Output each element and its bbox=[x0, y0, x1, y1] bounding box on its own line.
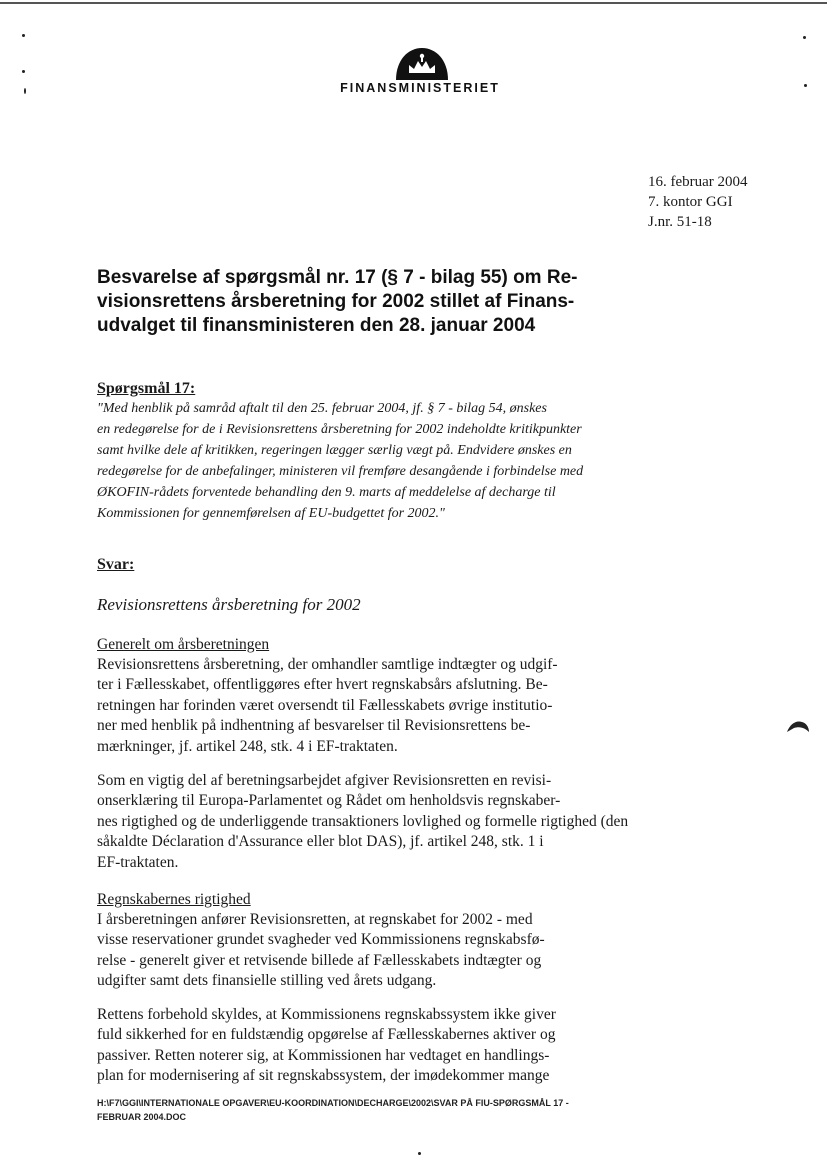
scan-speck bbox=[803, 36, 806, 39]
document-title bbox=[97, 266, 637, 338]
question-line: "Med henblik på samråd aftalt til den 25. februar 2004, jf. § 7 - bilag 54, ønskes bbox=[97, 401, 547, 416]
question-line: ØKOFIN-rådets forventede behandling den 9. marts af meddelelse af decharge til bbox=[97, 485, 556, 500]
paragraph-line: nes rigtighed og de underliggende transaktioners lovlighed og formelle rigtighed (den bbox=[97, 812, 629, 830]
footer-line: FEBRUAR 2004.DOC bbox=[97, 1112, 187, 1122]
paragraph-line: plan for modernisering af sit regnskabssystem, der imødekommer mange bbox=[97, 1067, 550, 1085]
document-date: 16. februar 2004 bbox=[648, 174, 748, 190]
scan-top-edge bbox=[0, 2, 827, 4]
question-line: samt hvilke dele af kritikken, regeringen lægger særlig vægt på. Endvidere ønskes en bbox=[97, 443, 572, 458]
journal-number: J.nr. 51-18 bbox=[648, 214, 712, 230]
paragraph-line: fuld sikkerhed for en fuldstændig opgørelse af Fællesskabernes aktiver og bbox=[97, 1026, 556, 1044]
paragraph-line: retningen har forinden været oversendt til Fællesskabets øvrige institutio- bbox=[97, 696, 553, 714]
paragraph-audit-statement bbox=[97, 771, 627, 873]
scan-speck bbox=[24, 88, 26, 94]
question-line: redegørelse for de anbefalinger, ministeren vil fremføre desangående i forbindelse med bbox=[97, 464, 584, 479]
paragraph-line: EF-traktaten. bbox=[97, 853, 179, 871]
paragraph-line: mærkninger, jf. artikel 248, stk. 4 i EF-traktaten. bbox=[97, 737, 398, 755]
footer-line: H:\F7\GGI\INTERNATIONALE OPGAVER\EU-KOORDINATION\DECHARGE\2002\SVAR PÅ FIU-SPØRGSMÅL 17 - bbox=[97, 1098, 569, 1108]
title-line: Besvarelse af spørgsmål nr. 17 (§ 7 - bilag 55) om Re- bbox=[97, 267, 578, 288]
paragraph-line: udgifter samt dets finansielle stilling ved årets udgang. bbox=[97, 972, 437, 990]
file-path-footer bbox=[97, 1096, 657, 1124]
scan-speck bbox=[418, 1152, 421, 1155]
paragraph-line: passiver. Retten noterer sig, at Kommissionen har vedtaget en handlings- bbox=[97, 1046, 550, 1064]
paragraph-line: onserklæring til Europa-Parlamentet og Rådet om henholdsvis regnskaber- bbox=[97, 792, 561, 810]
paragraph-line: I årsberetningen anfører Revisionsretten, at regnskabet for 2002 - med bbox=[97, 911, 533, 928]
crown-logo-icon bbox=[394, 46, 450, 80]
paragraph-accounts bbox=[97, 910, 627, 992]
subheading-accounts: Regnskabernes rigtighed bbox=[97, 891, 251, 908]
scan-speck bbox=[804, 84, 807, 87]
title-line: visionsrettens årsberetning for 2002 stillet af Finans- bbox=[97, 291, 575, 312]
paragraph-line: ter i Fællesskabet, offentliggøres efter hvert regnskabsårs afslutning. Be- bbox=[97, 676, 548, 694]
paragraph-line: visse reservationer grundet svagheder ved Kommissionens regnskabsfø- bbox=[97, 931, 545, 949]
section-title: Revisionsrettens årsberetning for 2002 bbox=[97, 595, 361, 614]
paragraph-general bbox=[97, 655, 627, 757]
title-line: udvalget til finansministeren den 28. januar 2004 bbox=[97, 315, 536, 336]
answer-heading: Svar: bbox=[97, 556, 135, 573]
paragraph-reservation bbox=[97, 1005, 627, 1087]
subheading-general: Generelt om årsberetningen bbox=[97, 636, 270, 653]
office-reference: 7. kontor GGI bbox=[648, 194, 733, 210]
document-meta bbox=[648, 172, 748, 232]
scan-speck bbox=[22, 70, 25, 73]
paragraph-line: ner med henblik på indhentning af besvarelser til Revisionsrettens be- bbox=[97, 717, 531, 735]
paragraph-line: Som en vigtig del af beretningsarbejdet afgiver Revisionsretten en revisi- bbox=[97, 772, 552, 789]
paragraph-line: relse - generelt giver et retvisende billede af Fællesskabets indtægter og bbox=[97, 951, 542, 969]
scan-speck bbox=[22, 34, 25, 37]
paragraph-line: såkaldte Déclaration d'Assurance eller blot DAS), jf. artikel 248, stk. 1 i bbox=[97, 833, 544, 851]
ministry-name: FINANSMINISTERIET bbox=[340, 81, 500, 95]
question-text bbox=[97, 398, 627, 524]
paragraph-line: Rettens forbehold skyldes, at Kommissionens regnskabssystem ikke giver bbox=[97, 1006, 556, 1023]
question-line: en redegørelse for de i Revisionsrettens årsberetning for 2002 indeholdte kritikpunkter bbox=[97, 422, 582, 437]
question-heading: Spørgsmål 17: bbox=[97, 380, 196, 397]
scan-blot-icon bbox=[786, 718, 810, 734]
question-line: Kommissionen for gennemførelsen af EU-budgettet for 2002." bbox=[97, 506, 445, 521]
paragraph-line: Revisionsrettens årsberetning, der omhandler samtlige indtægter og udgif- bbox=[97, 656, 558, 673]
